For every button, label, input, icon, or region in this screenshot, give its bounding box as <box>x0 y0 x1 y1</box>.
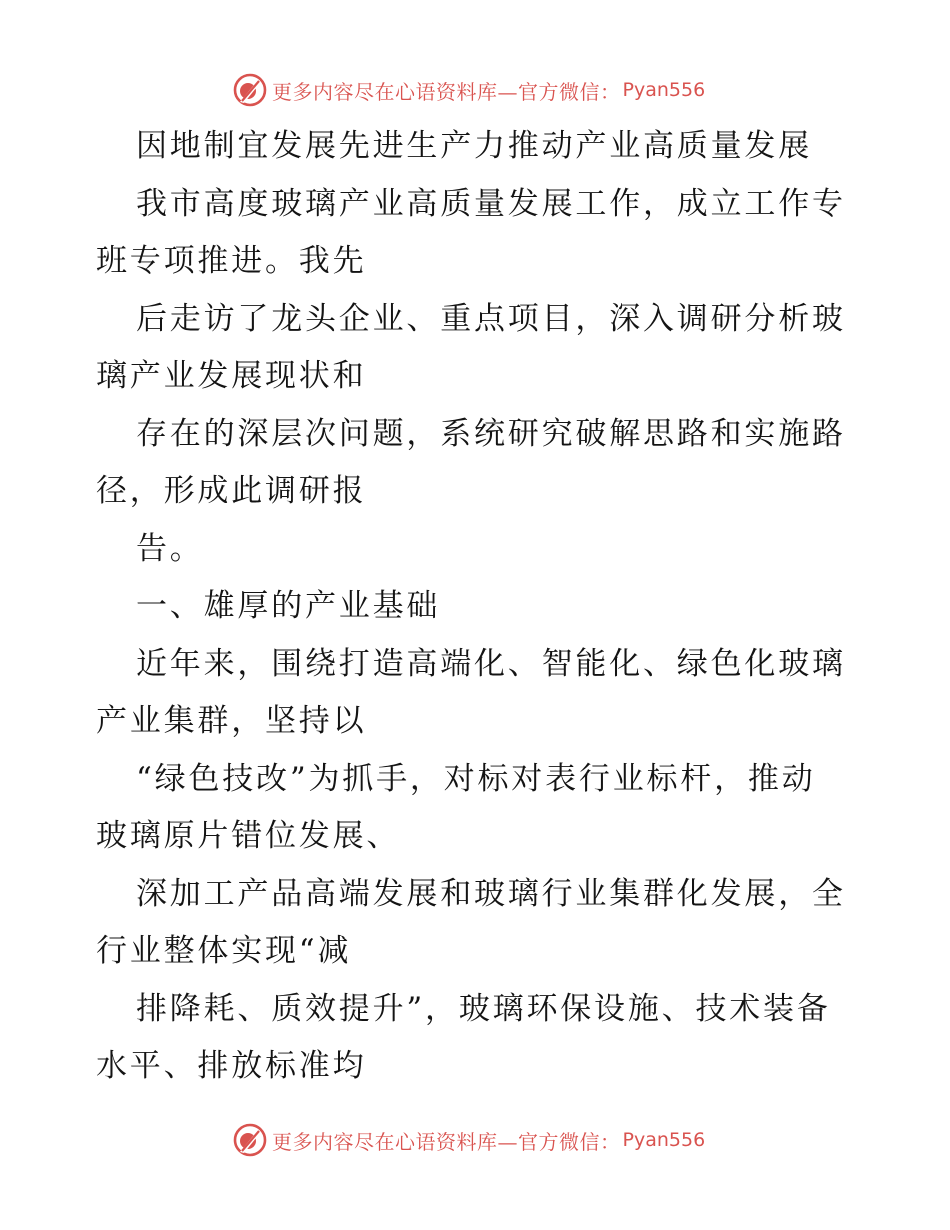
paragraph-line: 存在的深层次问题，系统研究破解思路和实施路 <box>136 415 846 452</box>
paragraph-line: 后走访了龙头企业、重点项目，深入调研分析玻 <box>136 300 846 337</box>
section-heading: 一、雄厚的产业基础 <box>136 588 441 624</box>
watermark-handle: Pyan556 <box>622 1129 706 1151</box>
paragraph-line: 排降耗、质效提升”，玻璃环保设施、技术装备 <box>136 990 831 1027</box>
paragraph-line: 近年来，围绕打造高端化、智能化、绿色化玻璃 <box>136 645 846 682</box>
header-watermark <box>232 72 705 108</box>
paragraph-line: “绿色技改”为抓手，对标对表行业标杆，推动 <box>136 760 816 797</box>
document-body <box>96 118 866 1096</box>
paragraph-line: 径，形成此调研报 <box>96 473 367 509</box>
paragraph-line: 我市高度玻璃产业高质量发展工作，成立工作专 <box>136 185 846 222</box>
paragraph-line: 行业整体实现“减 <box>96 933 352 969</box>
paragraph-line: 产业集群，坚持以 <box>96 703 367 739</box>
paragraph-line: 班专项推进。我先 <box>96 243 367 279</box>
paragraph-line: 告。 <box>136 530 204 567</box>
watermark-handle: Pyan556 <box>622 79 706 101</box>
quill-logo-icon <box>232 72 268 108</box>
footer-watermark <box>232 1122 705 1158</box>
watermark-text: 更多内容尽在心语资料库—官方微信： <box>272 1129 621 1154</box>
document-title: 因地制宜发展先进生产力推动产业高质量发展 <box>136 128 812 164</box>
paragraph-line: 玻璃原片错位发展、 <box>96 818 401 854</box>
quill-logo-icon <box>232 1122 268 1158</box>
paragraph-line: 水平、排放标准均 <box>96 1048 367 1084</box>
paragraph-line: 璃产业发展现状和 <box>96 358 367 394</box>
paragraph-line: 深加工产品高端发展和玻璃行业集群化发展，全 <box>136 875 846 912</box>
watermark-text: 更多内容尽在心语资料库—官方微信： <box>272 79 621 104</box>
